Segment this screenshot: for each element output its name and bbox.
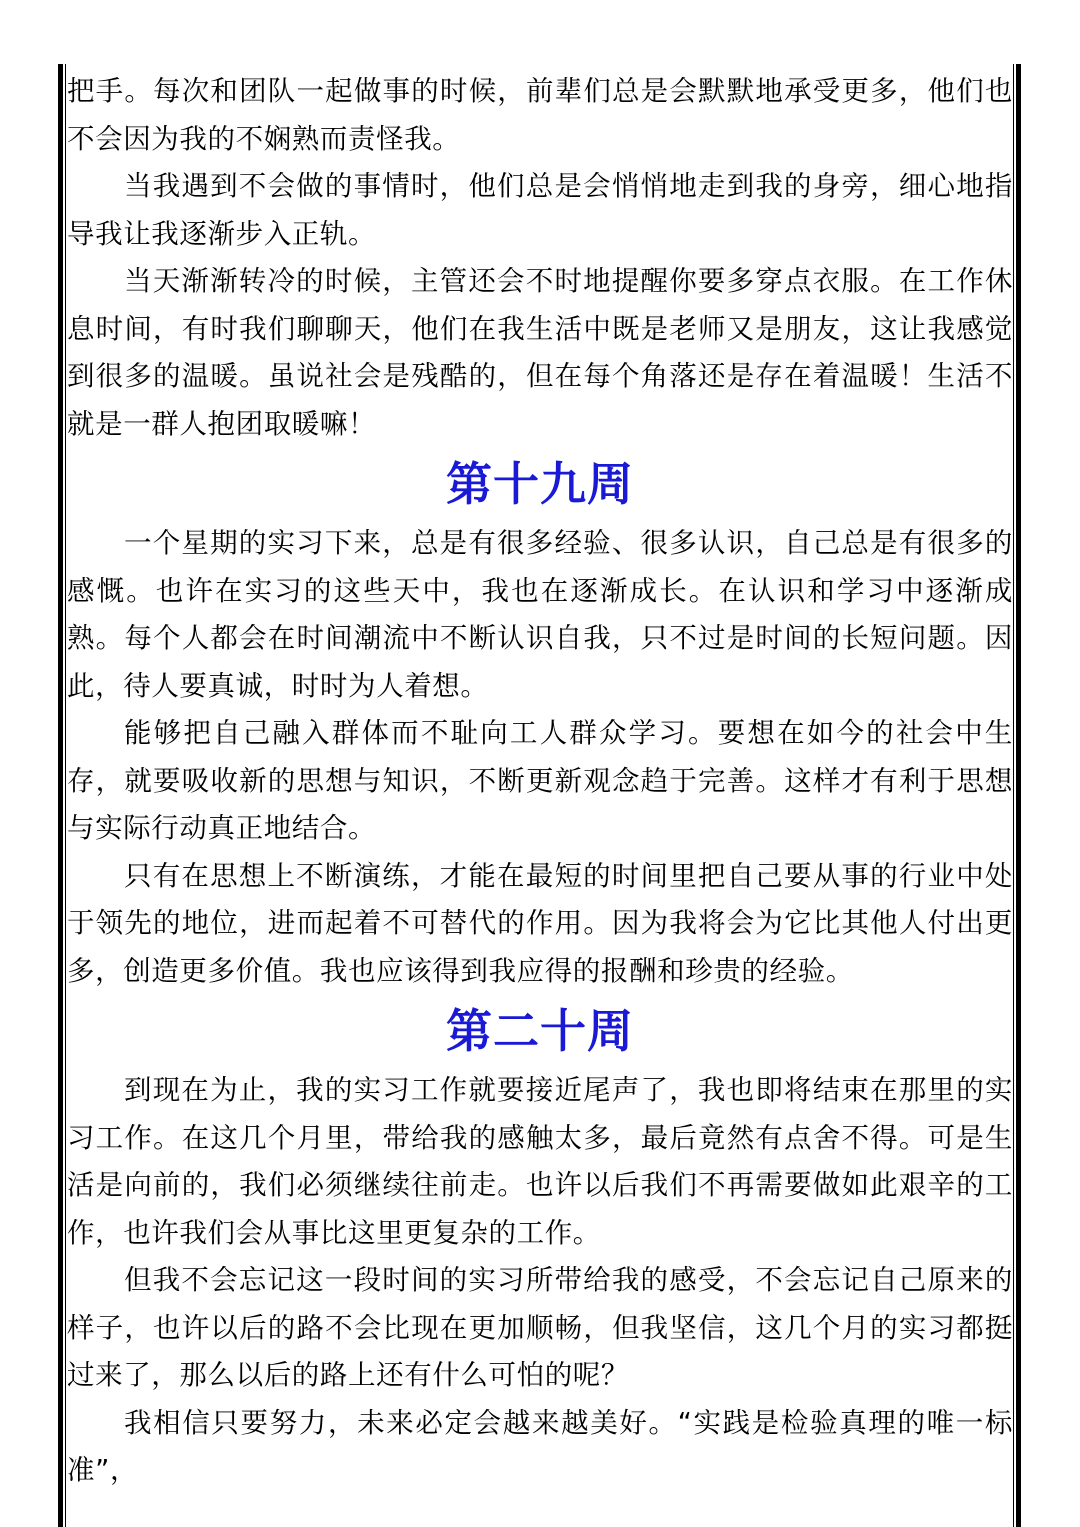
paragraph: 我相信只要努力，未来必定会越来越美好。“实践是检验真理的唯一标准”， — [67, 1406, 1013, 1486]
paragraph: 能够把自己融入群体而不耻向工人群众学习。要想在如今的社会中生存，就要吸收新的思想与知识，不断更新观念趋于完善。这样才有利于思想与实际行动真正地结合。 — [67, 717, 1013, 844]
page-border-right — [1016, 64, 1021, 1527]
paragraph: 当我遇到不会做的事情时，他们总是会悄悄地走到我的身旁，细心地指导我让我逐渐步入正轨。 — [67, 170, 1013, 250]
section-heading-week-20: 第二十周 — [446, 1004, 634, 1058]
page-border-left — [58, 64, 63, 1527]
document-body — [67, 68, 1013, 1495]
paragraph-continued: 把手。每次和团队一起做事的时候，前辈们总是会默默地承受更多，他们也不会因为我的不娴熟而责怪我。 — [67, 75, 1013, 155]
paragraph: 当天渐渐转冷的时候，主管还会不时地提醒你要多穿点衣服。在工作休息时间，有时我们聊聊天，他们在我生活中既是老师又是朋友，这让我感觉到很多的温暖。虽说社会是残酷的，但在每个角落还是存在着温暖！生活不就是一群人抱团取暖嘛！ — [67, 265, 1013, 440]
paragraph: 到现在为止，我的实习工作就要接近尾声了，我也即将结束在那里的实习工作。在这几个月里，带给我的感触太多，最后竟然有点舍不得。可是生活是向前的，我们必须继续往前走。也许以后我们不再需要做如此艰辛的工作，也许我们会从事比这里更复杂的工作。 — [67, 1074, 1013, 1249]
paragraph: 一个星期的实习下来，总是有很多经验、很多认识，自己总是有很多的感慨。也许在实习的这些天中，我也在逐渐成长。在认识和学习中逐渐成熟。每个人都会在时间潮流中不断认识自我，只不过是时间的长短问题。因此，待人要真诚，时时为人着想。 — [67, 527, 1013, 702]
section-heading-week-19: 第十九周 — [446, 457, 634, 511]
page-border-left-inner — [65, 64, 66, 1527]
paragraph: 但我不会忘记这一段时间的实习所带给我的感受，不会忘记自己原来的样子，也许以后的路不会比现在更加顺畅，但我坚信，这几个月的实习都挺过来了，那么以后的路上还有什么可怕的呢？ — [67, 1264, 1013, 1391]
page-border-right-inner — [1013, 64, 1014, 1527]
paragraph: 只有在思想上不断演练，才能在最短的时间里把自己要从事的行业中处于领先的地位，进而起着不可替代的作用。因为我将会为它比其他人付出更多，创造更多价值。我也应该得到我应得的报酬和珍贵的经验。 — [67, 859, 1013, 987]
